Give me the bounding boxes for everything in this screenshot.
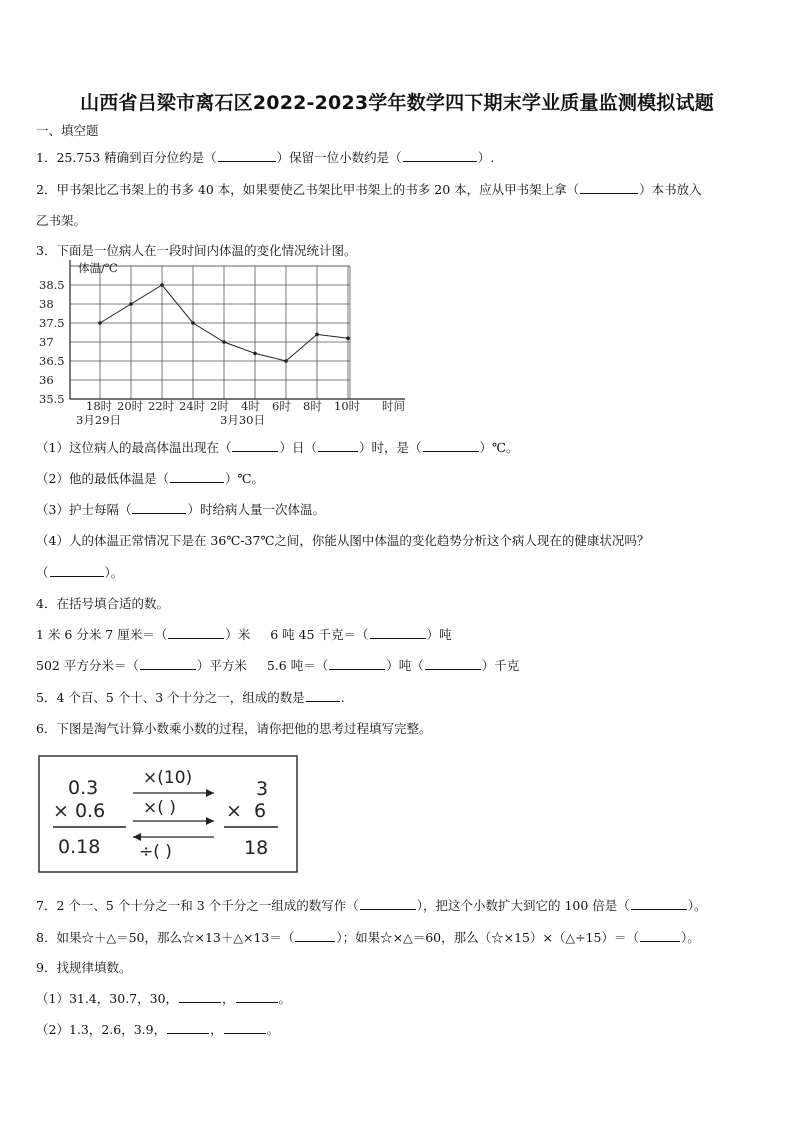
q3-4-blank[interactable] (50, 564, 104, 577)
q9-2-blank-2[interactable] (224, 1021, 266, 1034)
x-tick-label: 2时 (210, 399, 229, 413)
q1-text-c: ）. (477, 150, 495, 165)
q4-2-text-a: 502 平方分米＝（ (36, 658, 139, 673)
q1-text-b: ）保留一位小数约是（ (276, 150, 402, 165)
question-6: 6．下图是淘气计算小数乘小数的过程，请你把他的思考过程填写完整。 (36, 721, 432, 736)
q7-text-a: 7．2 个一、5 个十分之一和 3 个千分之一组成的数写作（ (36, 898, 359, 913)
q4-2-blank-3[interactable] (425, 657, 481, 670)
q9-1-blank-1[interactable] (179, 990, 221, 1003)
data-point (129, 302, 133, 306)
q2-text-a: 2．甲书架比乙书架上的书多 40 本，如果要使乙书架比甲书架上的书多 20 本，应从甲书架上拿（ (36, 182, 580, 197)
q3-3-blank[interactable] (132, 501, 186, 514)
q8-text-b: ）；如果☆×△＝60，那么（☆×15）×（△÷15）＝（ (336, 930, 639, 945)
data-point (253, 352, 257, 356)
q2-blank-1[interactable] (580, 181, 638, 194)
arrow-1-head (206, 789, 214, 797)
q9-2-blank-1[interactable] (167, 1021, 209, 1034)
chart-y-ticks (39, 278, 65, 406)
question-2-cont: 乙书架。 (36, 213, 87, 228)
chart-xlabel: 时间 (382, 399, 405, 413)
question-4-intro: 4．在括号填合适的数。 (36, 596, 169, 611)
question-3-4-answer (36, 563, 123, 581)
y-tick-label: 37.5 (39, 316, 65, 330)
x-tick-label: 8时 (303, 399, 322, 413)
q9-1-text-a: （1）31.4，30.7，30， (36, 991, 179, 1006)
q3-2-text-a: （2）他的最低体温是（ (36, 471, 169, 486)
q9-1-text-c: 。 (278, 991, 292, 1006)
x-tick-label: 24时 (179, 399, 206, 413)
q4-1-blank-2[interactable] (370, 626, 426, 639)
temperature-line-chart (30, 258, 420, 428)
q9-1-blank-2[interactable] (236, 990, 278, 1003)
arrow-2-head (206, 817, 214, 825)
y-tick-label: 36 (39, 373, 54, 387)
x-tick-label: 6时 (272, 399, 291, 413)
chart-ylabel: 体温/℃ (78, 261, 118, 275)
y-tick-label: 36.5 (39, 354, 65, 368)
q1-text-a: 1．25.753 精确到百分位约是（ (36, 150, 217, 165)
x-tick-label: 18时 (86, 399, 113, 413)
q7-text-c: ）。 (687, 898, 707, 913)
data-point (191, 321, 195, 325)
question-3-4: （4）人的体温正常情况下是在 36℃-37℃之间，你能从图中体温的变化趋势分析这个病人现在的健康状况吗？ (36, 533, 650, 548)
q4-2-blank-1[interactable] (140, 657, 196, 670)
q3-2-text-b: ）℃。 (224, 471, 264, 486)
q4-1-text-c: 6 吨 45 千克＝（ (270, 627, 369, 642)
question-3-1 (36, 438, 518, 456)
data-point (284, 359, 288, 363)
q3-1-text-c: ）时，是（ (358, 440, 422, 455)
q3-3-text-a: （3）护士每隔（ (36, 502, 132, 517)
x-tick-label: 4时 (241, 399, 260, 413)
decimal-multiplication-diagram (38, 755, 300, 875)
x-tick-label: 20时 (117, 399, 144, 413)
q4-2-text-e: ）千克 (481, 658, 520, 673)
question-3-3 (36, 500, 325, 518)
q9-2-text-b: ， (210, 1022, 223, 1037)
q3-2-blank[interactable] (170, 470, 224, 483)
q3-1-text-a: （1）这位病人的最高体温出现在（ (36, 440, 232, 455)
q5-text-b: . (340, 690, 345, 705)
q4-2-text-c: 5.6 吨＝（ (266, 658, 329, 673)
q3-1-text-d: ）℃。 (479, 440, 519, 455)
q1-blank-1[interactable] (218, 149, 276, 162)
arrow-3-label: ÷( ) (139, 842, 172, 862)
q8-text-a: 8．如果☆＋△＝50，那么☆×13＋△×13＝（ (36, 930, 295, 945)
q7-blank-1[interactable] (360, 897, 416, 910)
calc-factor-2: × 0.6 (53, 800, 106, 822)
question-3-intro: 3．下面是一位病人在一段时间内体温的变化情况统计图。 (36, 243, 357, 258)
q5-blank[interactable] (306, 689, 340, 702)
q4-1-blank-1[interactable] (168, 626, 224, 639)
data-point (98, 321, 102, 325)
question-8 (36, 928, 700, 946)
q3-4-text-c: ）。 (104, 565, 124, 580)
q3-3-text-b: ）时给病人量一次体温。 (187, 502, 325, 517)
data-point (160, 283, 164, 287)
q9-2-text-a: （2）1.3，2.6，3.9， (36, 1022, 167, 1037)
q3-1-blank-3[interactable] (423, 439, 479, 452)
question-4-line-2 (36, 656, 519, 674)
question-9-2 (36, 1020, 279, 1038)
q5-text-a: 5．4 个百、5 个十、3 个十分之一，组成的数是 (36, 690, 305, 705)
y-tick-label: 38 (39, 297, 54, 311)
q4-2-text-b: ）平方米 (196, 658, 247, 673)
calc-product-decimal: 0.18 (58, 836, 101, 858)
q2-text-b: ）本书放入 (639, 182, 702, 197)
page-title: 山西省吕梁市离石区2022-2023学年数学四下期末学业质量监测模拟试题 (80, 92, 714, 114)
question-9-1 (36, 989, 291, 1007)
chart-grid (70, 266, 350, 399)
data-point (315, 333, 319, 337)
chart-axes (70, 260, 405, 399)
y-tick-label: 35.5 (39, 392, 65, 406)
q9-2-text-c: 。 (266, 1022, 280, 1037)
arrow-3-head (133, 833, 141, 841)
data-point (346, 336, 350, 340)
q4-1-text-d: ）吨 (426, 627, 452, 642)
chart-x-ticks (86, 399, 361, 413)
q8-text-c: ）。 (680, 930, 700, 945)
x-tick-label: 10时 (334, 399, 361, 413)
chart-date-2: 3月30日 (220, 413, 265, 427)
data-point (222, 340, 226, 344)
q3-1-text-b: ）日（ (279, 440, 317, 455)
q8-blank-1[interactable] (295, 929, 335, 942)
question-3-2 (36, 469, 264, 487)
question-1 (36, 148, 494, 166)
q4-1-text-b: ）米 (225, 627, 251, 642)
question-5 (36, 688, 345, 706)
question-9-intro: 9．找规律填数。 (36, 960, 132, 975)
q7-blank-2[interactable] (631, 897, 687, 910)
q1-blank-2[interactable] (403, 149, 477, 162)
calc-factor-1: 0.3 (68, 777, 99, 799)
q7-text-b: ），把这个小数扩大到它的 100 倍是（ (416, 898, 630, 913)
question-4-line-1 (36, 625, 452, 643)
calc-int-factor-2: 6 (254, 800, 267, 822)
question-7 (36, 896, 707, 914)
calc-product-integer: 18 (244, 837, 269, 859)
arrow-2-label: ×( ) (143, 798, 176, 818)
y-tick-label: 38.5 (39, 278, 65, 292)
q3-4-text-b: （ (36, 565, 49, 580)
calc-int-factor-1: 3 (256, 778, 269, 800)
q8-blank-2[interactable] (640, 929, 680, 942)
arrow-1-label: ×(10) (143, 768, 193, 788)
q3-1-blank-2[interactable] (318, 439, 358, 452)
q4-1-text-a: 1 米 6 分米 7 厘米＝（ (36, 627, 168, 642)
q4-2-blank-2[interactable] (329, 657, 385, 670)
q9-1-text-b: ， (222, 991, 235, 1006)
chart-date-1: 3月29日 (76, 413, 121, 427)
q4-2-text-d: ）吨（ (386, 658, 424, 673)
question-2 (36, 180, 702, 198)
y-tick-label: 37 (39, 335, 54, 349)
section-heading: 一、填空题 (36, 123, 99, 138)
calc-times-sign: × (226, 800, 242, 822)
q3-1-blank-1[interactable] (232, 439, 278, 452)
x-tick-label: 22时 (148, 399, 175, 413)
